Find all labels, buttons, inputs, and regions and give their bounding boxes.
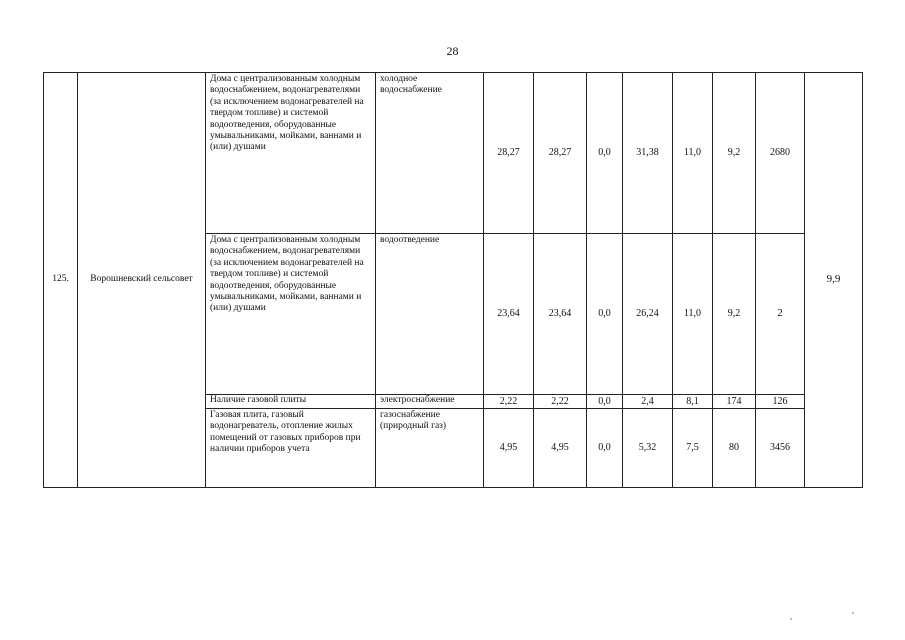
settlement-name: Ворошневский сельсовет [78,73,206,488]
tariff-table [43,72,863,488]
row-value: 8,1 [673,395,713,409]
row-value: 174 [713,395,756,409]
row-value: 31,38 [623,73,673,234]
row-description: Наличие газовой плиты [206,395,376,409]
row-value: 7,5 [673,409,713,488]
row-value: 2,22 [534,395,587,409]
row-service: водоотведение [376,234,484,395]
row-value: 126 [756,395,805,409]
row-value: 80 [713,409,756,488]
row-value: 3456 [756,409,805,488]
row-value: 0,0 [587,73,623,234]
row-value: 4,95 [484,409,534,488]
row-service: холодное водоснабжение [376,73,484,234]
row-value: 0,0 [587,395,623,409]
row-value: 28,27 [534,73,587,234]
row-description: Дома с централизованным холодным водоснабжением, водонагревателями (за исключением водонагревателей на твердом топливе) и системой водоотведения, оборудованные умывальниками, мойками, ваннами и (или) душами [206,73,376,234]
row-description: Дома с централизованным холодным водоснабжением, водонагревателями (за исключением водонагревателей на твердом топливе) и системой водоотведения, оборудованные умывальниками, мойками, ваннами и (или) душами [206,234,376,395]
row-value: 9,2 [713,234,756,395]
row-value: 4,95 [534,409,587,488]
row-value: 0,0 [587,234,623,395]
row-value: 0,0 [587,409,623,488]
row-value: 28,27 [484,73,534,234]
scan-artifact [852,612,854,614]
row-service: электроснабжение [376,395,484,409]
row-value: 26,24 [623,234,673,395]
row-value: 2,22 [484,395,534,409]
row-value: 2,4 [623,395,673,409]
row-value: 23,64 [484,234,534,395]
row-value: 11,0 [673,234,713,395]
entry-index: 125. [44,73,78,488]
page-number: 28 [446,44,459,58]
row-value: 11,0 [673,73,713,234]
entry-total: 9,9 [805,73,863,488]
scan-artifact [790,618,792,620]
row-description: Газовая плита, газовый водонагреватель, отопление жилых помещений от газовых приборов при наличии приборов учета [206,409,376,488]
row-service: газоснабжение (природный газ) [376,409,484,488]
table-row [44,73,863,234]
row-value: 2 [756,234,805,395]
row-value: 5,32 [623,409,673,488]
row-value: 23,64 [534,234,587,395]
row-value: 9,2 [713,73,756,234]
row-value: 2680 [756,73,805,234]
